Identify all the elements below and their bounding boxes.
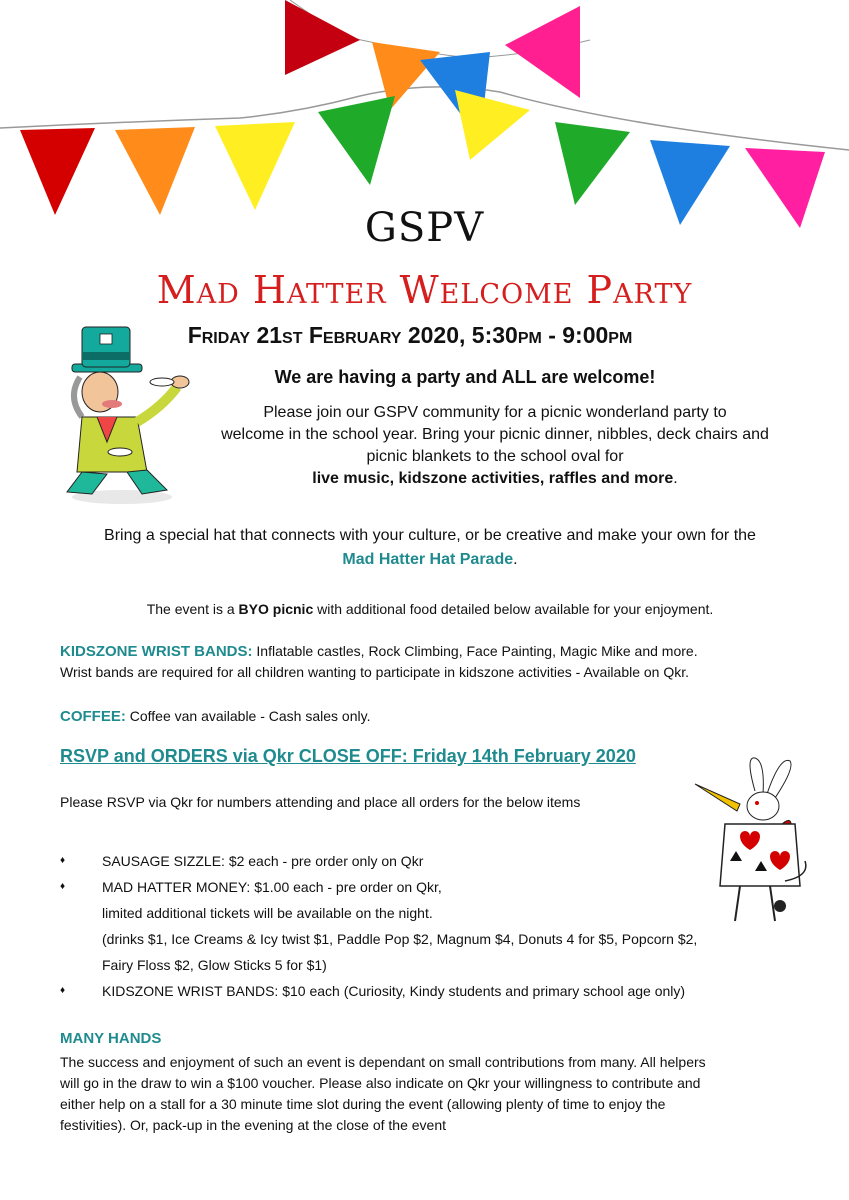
coffee-heading: COFFEE:	[60, 708, 126, 725]
kidszone-text: Inflatable castles, Rock Climbing, Face Painting, Magic Mike and more.	[252, 643, 698, 659]
diamond-bullet-icon: ♦	[60, 985, 66, 996]
flag-green-2	[555, 122, 630, 205]
byo-note	[40, 601, 820, 617]
list-item	[60, 848, 800, 874]
list-item	[60, 978, 800, 1004]
kidszone-paragraph	[60, 641, 820, 683]
flag-orange	[115, 127, 195, 215]
hat-parade-period: .	[513, 551, 518, 568]
event-title: Mad Hatter Welcome Party	[156, 268, 693, 312]
byo-suffix: with additional food detailed below available for your enjoyment.	[313, 601, 714, 617]
flag-red	[20, 128, 95, 215]
many-hands-line-3: either help on a stall for a 30 minute time slot during the event (allowing plenty of time to enjoy the	[60, 1096, 666, 1112]
intro-line-3: picnic blankets to the school oval for	[366, 448, 624, 465]
kidszone-line-2: Wrist bands are required for all children wanting to participate in kidszone activities - Available on Qkr.	[60, 664, 690, 680]
item-continuation: (drinks $1, Ice Creams & Icy twist $1, Paddle Pop $2, Magnum $4, Donuts 4 for $5, Popcorn $2,	[102, 931, 698, 947]
item-text: KIDSZONE WRIST BANDS: $10 each (Curiosity, Kindy students and primary school age only)	[102, 983, 686, 999]
many-hands-line-4: festivities). Or, pack-up in the evening at the close of the event	[60, 1117, 446, 1133]
many-hands-paragraph	[60, 1052, 800, 1136]
many-hands-heading: MANY HANDS	[60, 1030, 162, 1047]
kidszone-heading: KIDSZONE WRIST BANDS:	[60, 643, 253, 660]
mad-hatter-illustration	[52, 322, 192, 507]
intro-line-1: Please join our GSPV community for a picnic wonderland party to	[263, 404, 727, 421]
many-hands-line-2: will go in the draw to win a $100 voucher. Please also indicate on Qkr your willingness to contribute and	[60, 1075, 701, 1091]
hat-parade-name: Mad Hatter Hat Parade	[342, 551, 514, 568]
byo-bold: BYO picnic	[238, 601, 314, 617]
organisation-title: GSPV	[364, 205, 485, 251]
rsvp-heading: RSVP and ORDERS via Qkr CLOSE OFF: Friday 14th February 2020	[60, 746, 636, 766]
flag-pink-top	[505, 6, 580, 98]
diamond-bullet-icon: ♦	[60, 881, 66, 892]
intro-highlights: live music, kidszone activities, raffles and more	[312, 470, 674, 487]
event-date: Friday 21st February 2020, 5:30pm - 9:00pm	[187, 322, 633, 348]
item-text: MAD HATTER MONEY: $1.00 each - pre order on Qkr,	[102, 879, 442, 895]
order-items-list	[60, 848, 800, 1004]
list-item	[60, 874, 800, 900]
item-text: SAUSAGE SIZZLE: $2 each - pre order only on Qkr	[102, 853, 424, 869]
hat-parade-paragraph	[40, 524, 820, 572]
intro-paragraph	[190, 402, 800, 490]
intro-period: .	[673, 470, 678, 487]
welcome-heading: We are having a party and ALL are welcome!	[274, 367, 656, 387]
flag-yellow	[215, 122, 295, 210]
coffee-paragraph	[60, 706, 820, 727]
item-continuation: limited additional tickets will be available on the night.	[102, 905, 433, 921]
rsvp-note: Please RSVP via Qkr for numbers attending and place all orders for the below items	[60, 794, 581, 810]
hat-parade-text: Bring a special hat that connects with your culture, or be creative and make your own for the	[104, 527, 756, 544]
item-continuation: Fairy Floss $2, Glow Sticks 5 for $1)	[102, 957, 327, 973]
flag-green	[318, 96, 395, 185]
flag-red-top	[285, 0, 360, 75]
diamond-bullet-icon: ♦	[60, 855, 66, 866]
bunting-banner	[0, 0, 849, 235]
intro-line-2: welcome in the school year. Bring your picnic dinner, nibbles, deck chairs and	[221, 426, 769, 443]
coffee-text: Coffee van available - Cash sales only.	[125, 708, 371, 724]
flag-yellow-top	[455, 90, 530, 160]
byo-prefix: The event is a	[146, 601, 239, 617]
many-hands-line-1: The success and enjoyment of such an event is dependant on small contributions from many. All helpers	[60, 1054, 706, 1070]
